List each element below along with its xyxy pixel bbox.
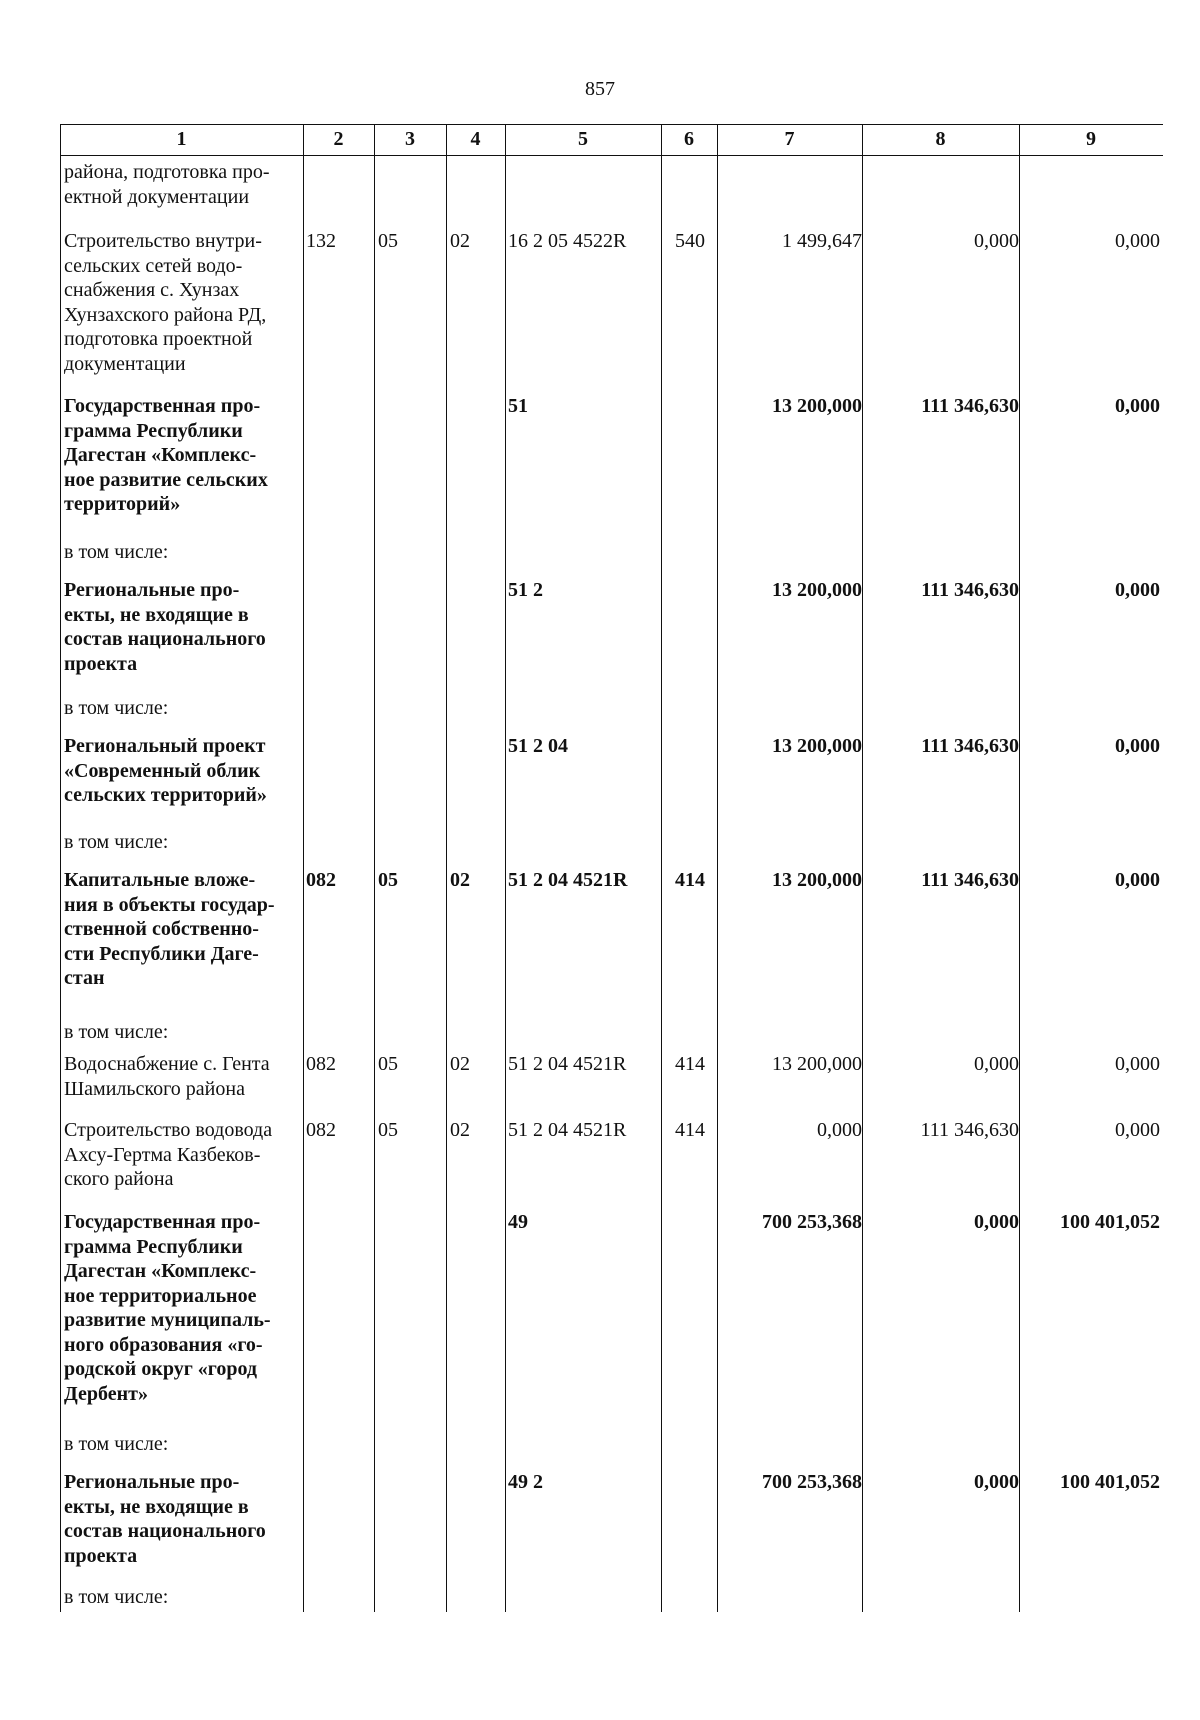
row-name-line: грамма Республики bbox=[64, 419, 243, 442]
row-name-line: Капитальные вложе- bbox=[64, 869, 256, 891]
cell-col-7: 700 253,368 bbox=[762, 1211, 862, 1233]
cell-col-2: 082 bbox=[306, 1119, 336, 1141]
row-name-line: екты, не входящие в bbox=[64, 1495, 249, 1518]
row-name-line: екты, не входящие в bbox=[64, 603, 249, 626]
cell-col-8: 111 346,630 bbox=[921, 735, 1019, 757]
row-name-line: «Современный облик bbox=[64, 759, 261, 782]
row-name-line: ского района bbox=[64, 1168, 174, 1190]
row-name-line: в том числе: bbox=[64, 697, 169, 719]
row-name bbox=[64, 1432, 304, 1457]
cell-col-7: 1 499,647 bbox=[782, 230, 862, 252]
row-name-line: состав национального bbox=[64, 1520, 266, 1542]
col-border-7 bbox=[862, 124, 863, 1612]
row-name-line: грамма Республики bbox=[64, 1235, 243, 1258]
row-name bbox=[64, 868, 304, 991]
cell-col-8: 111 346,630 bbox=[921, 869, 1019, 891]
row-name-line: в том числе: bbox=[64, 1586, 169, 1608]
cell-col-8: 0,000 bbox=[974, 230, 1019, 252]
page-number: 857 bbox=[585, 78, 615, 100]
row-name-line: сти Республики Даге- bbox=[64, 942, 259, 965]
cell-col-9: 100 401,052 bbox=[1060, 1211, 1160, 1233]
cell-col-9: 0,000 bbox=[1115, 869, 1160, 891]
row-name-line: Региональные про- bbox=[64, 579, 240, 601]
row-name-line: ственной собственно- bbox=[64, 918, 259, 940]
row-name-line: подготовка проектной bbox=[64, 328, 253, 350]
row-name bbox=[64, 1585, 304, 1610]
cell-col-4: 02 bbox=[450, 230, 470, 252]
cell-col-5: 51 2 04 4521R bbox=[508, 1119, 627, 1141]
cell-col-5: 51 bbox=[508, 395, 528, 417]
header-col-5: 5 bbox=[578, 128, 588, 150]
cell-col-7: 13 200,000 bbox=[772, 869, 862, 891]
cell-col-7: 0,000 bbox=[817, 1119, 862, 1141]
row-name bbox=[64, 540, 304, 565]
cell-col-3: 05 bbox=[378, 869, 398, 891]
row-name bbox=[64, 1470, 304, 1568]
row-name bbox=[64, 160, 304, 209]
row-name-line: Водоснабжение с. Гента bbox=[64, 1053, 270, 1075]
cell-col-9: 0,000 bbox=[1115, 395, 1160, 417]
row-name bbox=[64, 1118, 304, 1192]
header-col-3: 3 bbox=[405, 128, 415, 150]
cell-col-9: 0,000 bbox=[1115, 1119, 1160, 1141]
row-name-line: в том числе: bbox=[64, 1433, 169, 1455]
cell-col-9: 0,000 bbox=[1115, 735, 1160, 757]
row-name-line: в том числе: bbox=[64, 541, 169, 563]
row-name-line: ное развитие сельских bbox=[64, 468, 268, 491]
row-name-line: проекта bbox=[64, 1544, 138, 1567]
cell-col-9: 0,000 bbox=[1115, 230, 1160, 252]
row-name-line: документации bbox=[64, 352, 186, 375]
row-name-line: района, подготовка про- bbox=[64, 161, 270, 183]
row-name-line: территорий» bbox=[64, 493, 181, 515]
cell-col-8: 111 346,630 bbox=[921, 395, 1019, 417]
cell-col-9: 0,000 bbox=[1115, 579, 1160, 601]
row-name-line: проекта bbox=[64, 652, 138, 675]
cell-col-3: 05 bbox=[378, 1053, 398, 1075]
row-name-line: Ахсу-Гертма Казбеков- bbox=[64, 1143, 261, 1166]
row-name bbox=[64, 696, 304, 721]
cell-col-3: 05 bbox=[378, 230, 398, 252]
row-name-line: развитие муниципаль- bbox=[64, 1309, 271, 1331]
cell-col-7: 13 200,000 bbox=[772, 395, 862, 417]
row-name-line: ного образования «го- bbox=[64, 1333, 263, 1356]
cell-col-2: 132 bbox=[306, 230, 336, 252]
header-col-2: 2 bbox=[333, 128, 344, 150]
col-border-0 bbox=[60, 124, 61, 1612]
row-name-line: Шамильского района bbox=[64, 1077, 245, 1100]
row-name-line: Хунзахского района РД, bbox=[64, 303, 267, 326]
cell-col-5: 51 2 04 4521R bbox=[508, 869, 628, 891]
cell-col-5: 49 2 bbox=[508, 1471, 543, 1493]
cell-col-6: 540 bbox=[675, 230, 705, 252]
col-border-2 bbox=[374, 124, 375, 1612]
row-name-line: Дагестан «Комплекс- bbox=[64, 1260, 257, 1282]
cell-col-3: 05 bbox=[378, 1119, 398, 1141]
row-name-line: Дербент» bbox=[64, 1382, 148, 1405]
table-top-border bbox=[60, 124, 1163, 125]
cell-col-8: 111 346,630 bbox=[921, 579, 1019, 601]
cell-col-5: 51 2 bbox=[508, 579, 543, 601]
header-col-9: 9 bbox=[1086, 128, 1096, 150]
header-col-7: 7 bbox=[784, 128, 795, 150]
cell-col-7: 700 253,368 bbox=[762, 1471, 862, 1493]
header-col-1: 1 bbox=[176, 128, 187, 150]
row-name-line: Дагестан «Комплекс- bbox=[64, 444, 257, 466]
header-col-8: 8 bbox=[935, 128, 946, 150]
cell-col-5: 49 bbox=[508, 1211, 528, 1233]
cell-col-9: 100 401,052 bbox=[1060, 1471, 1160, 1493]
cell-col-7: 13 200,000 bbox=[772, 735, 862, 757]
col-border-8 bbox=[1019, 124, 1020, 1612]
row-name-line: ектной документации bbox=[64, 185, 250, 208]
row-name-line: ное территориальное bbox=[64, 1284, 257, 1307]
cell-col-4: 02 bbox=[450, 869, 470, 891]
cell-col-8: 0,000 bbox=[974, 1053, 1019, 1075]
header-bottom-border bbox=[60, 155, 1163, 156]
row-name-line: стан bbox=[64, 967, 105, 989]
cell-col-8: 111 346,630 bbox=[920, 1119, 1019, 1141]
cell-col-2: 082 bbox=[306, 1053, 336, 1075]
cell-col-5: 16 2 05 4522R bbox=[508, 230, 627, 252]
row-name-line: Строительство внутри- bbox=[64, 230, 262, 252]
cell-col-9: 0,000 bbox=[1115, 1053, 1160, 1075]
cell-col-5: 51 2 04 bbox=[508, 735, 568, 757]
cell-col-4: 02 bbox=[450, 1053, 470, 1075]
cell-col-2: 082 bbox=[306, 869, 336, 891]
header-col-4: 4 bbox=[470, 128, 481, 150]
cell-col-7: 13 200,000 bbox=[772, 1053, 862, 1075]
row-name-line: в том числе: bbox=[64, 1021, 169, 1043]
row-name bbox=[64, 1020, 304, 1045]
row-name-line: Строительство водовода bbox=[64, 1119, 273, 1141]
row-name-line: Региональные про- bbox=[64, 1471, 240, 1493]
header-col-6: 6 bbox=[684, 128, 694, 150]
row-name bbox=[64, 830, 304, 855]
cell-col-6: 414 bbox=[675, 869, 705, 891]
cell-col-4: 02 bbox=[450, 1119, 470, 1141]
row-name-line: ния в объекты государ- bbox=[64, 893, 275, 916]
row-name bbox=[64, 394, 304, 517]
row-name-line: Государственная про- bbox=[64, 1211, 261, 1233]
row-name-line: сельских сетей водо- bbox=[64, 254, 243, 277]
row-name bbox=[64, 734, 304, 808]
row-name-line: Региональный проект bbox=[64, 735, 266, 757]
cell-col-8: 0,000 bbox=[974, 1471, 1019, 1493]
col-border-4 bbox=[505, 124, 506, 1612]
cell-col-5: 51 2 04 4521R bbox=[508, 1053, 627, 1075]
cell-col-6: 414 bbox=[675, 1119, 705, 1141]
row-name-line: состав национального bbox=[64, 628, 266, 650]
cell-col-8: 0,000 bbox=[974, 1211, 1019, 1233]
col-border-3 bbox=[446, 124, 447, 1612]
row-name-line: сельских территорий» bbox=[64, 784, 267, 806]
cell-col-6: 414 bbox=[675, 1053, 705, 1075]
row-name bbox=[64, 1210, 304, 1406]
row-name-line: снабжения с. Хунзах bbox=[64, 279, 240, 301]
row-name-line: Государственная про- bbox=[64, 395, 261, 417]
cell-col-7: 13 200,000 bbox=[772, 579, 862, 601]
row-name bbox=[64, 1052, 304, 1101]
row-name bbox=[64, 578, 304, 676]
row-name-line: в том числе: bbox=[64, 831, 169, 853]
row-name-line: родской округ «город bbox=[64, 1358, 258, 1380]
row-name bbox=[64, 229, 304, 376]
